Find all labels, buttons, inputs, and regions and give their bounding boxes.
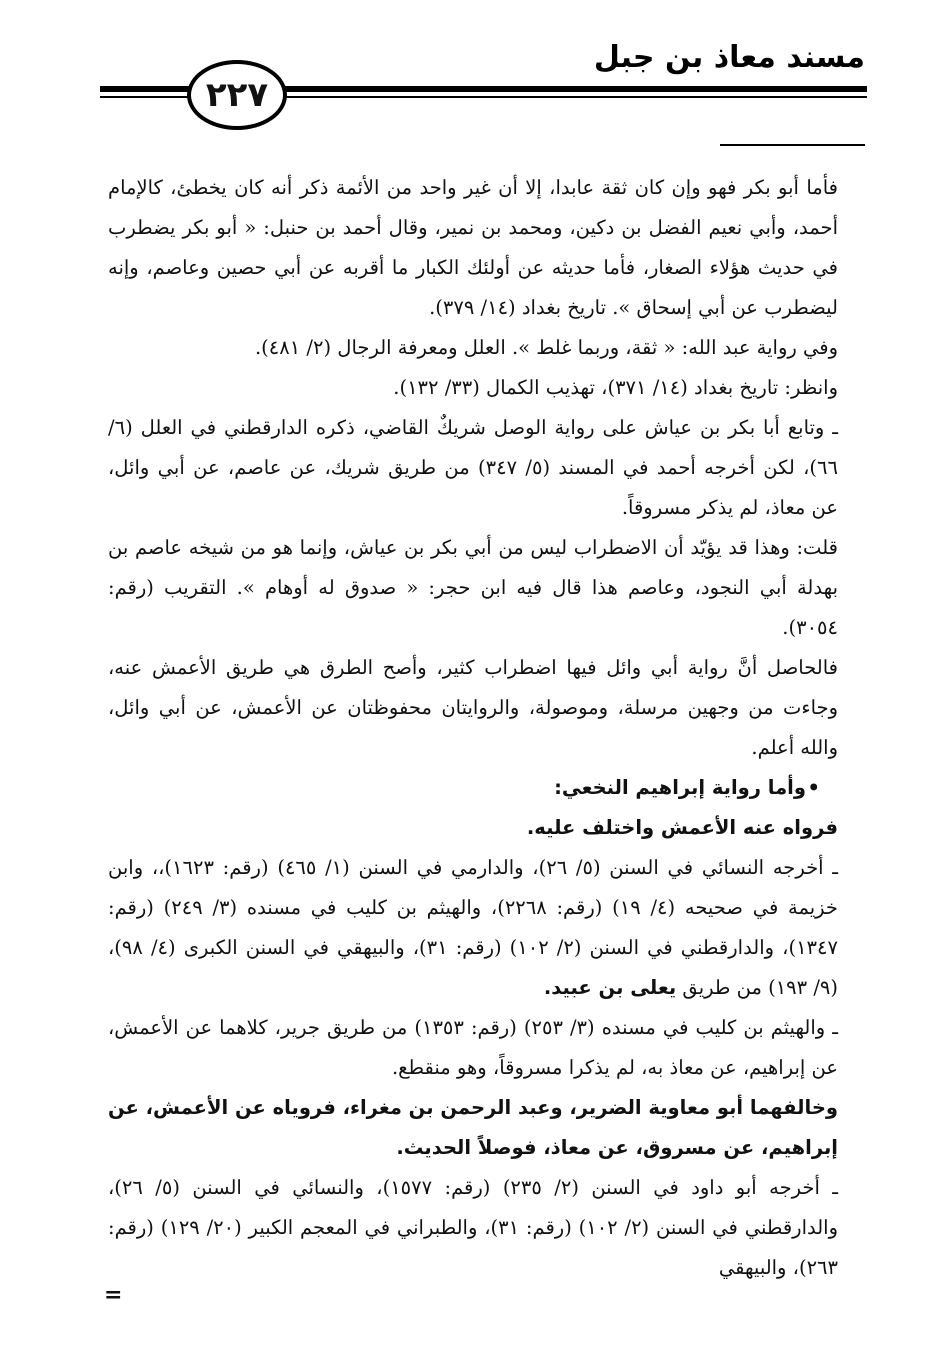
narrator-name: يعلى بن عبيد. — [543, 976, 677, 999]
paragraph: قلت: وهذا قد يؤيّد أن الاضطراب ليس من أبي بكر بن عياش، وإنما هو من شيخه عاصم بن بهدلة أبي النجود، وعاصم هذا قال فيه ابن حجر: « صدوق له أوهام ». التقريب (رقم: ٣٠٥٤). — [108, 536, 838, 639]
bullet-icon: • — [807, 776, 820, 799]
section-subheading: فرواه عنه الأعمش واختلف عليه. — [526, 816, 838, 839]
paragraph: وفي رواية عبد الله: « ثقة، وربما غلط ». العلل ومعرفة الرجال (٢/ ٤٨١). — [254, 336, 838, 359]
paragraph-bold: وخالفهما أبو معاوية الضرير، وعبد الرحمن بن مغراء، فروياه عن الأعمش، عن إبراهيم، عن مسروق، عن معاذ، فوصلاً الحديث. — [107, 1096, 838, 1159]
paragraph: فالحاصل أنَّ رواية أبي وائل فيها اضطراب كثير، وأصح الطرق هي طريق الأعمش عنه، وجاءت من وجهين مرسلة، وموصولة، والروايتان محفوظتان عن الأعمش، عن أبي وائل، والله أعلم. — [108, 656, 838, 759]
header-short-rule — [720, 144, 865, 146]
paragraph — [108, 848, 838, 1008]
running-header-title: مسند معاذ بن جبل — [593, 40, 865, 75]
paragraph: ـ أخرجه أبو داود في السنن (٢/ ٢٣٥) (رقم: ١٥٧٧)، والنسائي في السنن (٥/ ٢٦)، والدارقطني في السنن (٢/ ١٠٢) (رقم: ٣١)، والطبراني في المعجم الكبير (٢٠/ ١٢٩) (رقم: ٢٦٣)، والبيهقي — [108, 1176, 838, 1279]
paragraph: وانظر: تاريخ بغداد (١٤/ ٣٧١)، تهذيب الكمال (٣٣/ ١٣٢). — [393, 376, 838, 399]
continuation-mark: = — [104, 1282, 123, 1308]
page-body — [108, 168, 838, 1288]
section-heading — [108, 768, 838, 808]
paragraph: ـ وتابع أبا بكر بن عياش على رواية الوصل شريكٌ القاضي، ذكره الدارقطني في العلل (٦/ ٦٦)، لكن أخرجه أحمد في المسند (٥/ ٣٤٧) من طريق شريك، عن عاصم، عن أبي وائل، عن معاذ، لم يذكر مسروقاً. — [108, 416, 838, 519]
paragraph-text: ـ أخرجه النسائي في السنن (٥/ ٢٦)، والدارمي في السنن (١/ ٤٦٥) (رقم: ١٦٢٣)،، وابن خزيمة في صحيحه (٤/ ١٩) (رقم: ٢٢٦٨)، والهيثم بن كليب في مسنده (٣/ ٢٤٩) (رقم: ١٣٤٧)، والدارقطني في السنن (٢/ ١٠٢) (رقم: ٣١)، والبيهقي في السنن الكبرى (٤/ ٩٨)، (٩/ ١٩٣) من طريق — [108, 856, 839, 999]
page-number: ٢٢٧ — [187, 60, 287, 130]
paragraph: ـ والهيثم بن كليب في مسنده (٣/ ٢٥٣) (رقم: ١٣٥٣) من طريق جرير، كلاهما عن الأعمش، عن إبراهيم، عن معاذ به، لم يذكرا مسروقاً، وهو منقطع. — [108, 1016, 838, 1079]
paragraph: فأما أبو بكر فهو وإن كان ثقة عابدا، إلا أن غير واحد من الأئمة ذكر أنه كان يخطئ، كالإمام أحمد، وأبي نعيم الفضل بن دكين، ومحمد بن نمير، وقال أحمد بن حنبل: « أبو بكر يضطرب في حديث هؤلاء الصغار، فأما حديثه عن أولئك الكبار ما أقربه عن أبي حصين وعاصم، وإنه ليضطرب عن أبي إسحاق ». تاريخ بغداد (١٤/ ٣٧٩). — [108, 176, 838, 319]
section-heading-text: وأما رواية إبراهيم النخعي: — [554, 776, 806, 799]
